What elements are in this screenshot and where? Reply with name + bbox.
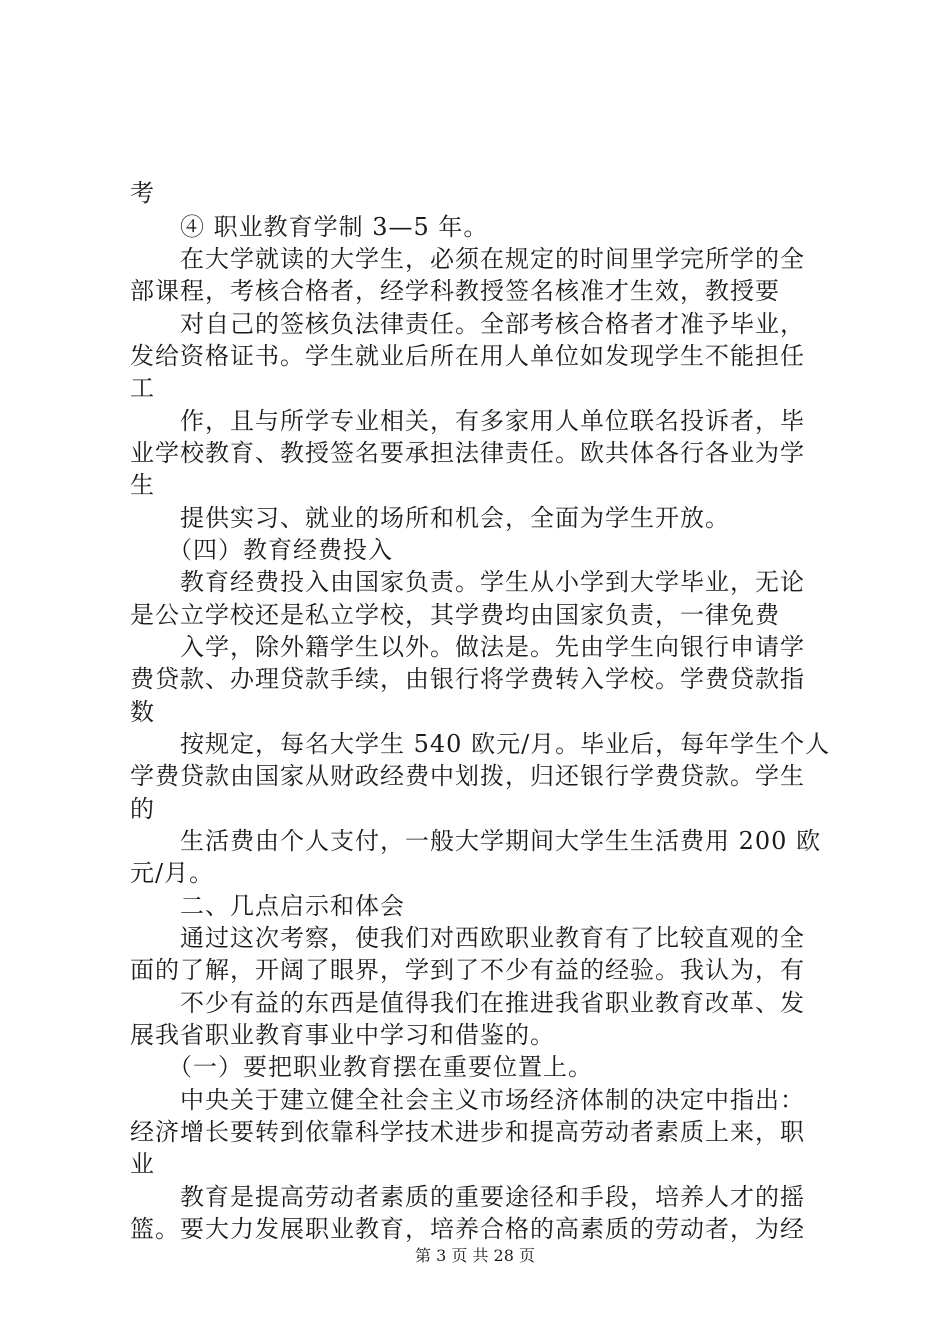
text-line: 提供实习、就业的场所和机会，全面为学生开放。 bbox=[180, 504, 730, 532]
section-heading: 二、几点启示和体会 bbox=[180, 892, 405, 920]
text-line: 工 bbox=[130, 374, 155, 402]
text-line: 展我省职业教育事业中学习和借鉴的。 bbox=[130, 1021, 555, 1049]
text-line: 通过这次考察，使我们对西欧职业教育有了比较直观的全 bbox=[180, 924, 805, 952]
text-line: 入学，除外籍学生以外。做法是。先由学生向银行申请学 bbox=[180, 633, 805, 661]
text-line: 面的了解，开阔了眼界，学到了不少有益的经验。我认为，有 bbox=[130, 956, 805, 984]
text-line: 业 bbox=[130, 1150, 155, 1178]
text-line: 教育经费投入由国家负责。学生从小学到大学毕业，无论 bbox=[180, 568, 805, 596]
text-line: 学费贷款由国家从财政经费中划拨，归还银行学费贷款。学生 bbox=[130, 762, 805, 790]
section-heading: （一）要把职业教育摆在重要位置上。 bbox=[168, 1053, 593, 1081]
text-line: 部课程，考核合格者，经学科教授签名核准才生效，教授要 bbox=[130, 277, 780, 305]
text-line: 按规定，每名大学生 540 欧元/月。毕业后，每年学生个人 bbox=[180, 730, 831, 758]
text-line: 是公立学校还是私立学校，其学费均由国家负责，一律免费 bbox=[130, 601, 780, 629]
text-line: 中央关于建立健全社会主义市场经济体制的决定中指出： bbox=[180, 1086, 805, 1114]
text-line: 对自己的签核负法律责任。全部考核合格者才准予毕业， bbox=[180, 310, 805, 338]
text-line: 篮。要大力发展职业教育，培养合格的高素质的劳动者，为经 bbox=[130, 1215, 805, 1243]
text-line: 费贷款、办理贷款手续，由银行将学费转入学校。学费贷款指 bbox=[130, 665, 805, 693]
text-line: 不少有益的东西是值得我们在推进我省职业教育改革、发 bbox=[180, 989, 805, 1017]
text-line: 经济增长要转到依靠科学技术进步和提高劳动者素质上来，职 bbox=[130, 1118, 805, 1146]
text-line: 在大学就读的大学生，必须在规定的时间里学完所学的全 bbox=[180, 245, 805, 273]
text-line: 生活费由个人支付，一般大学期间大学生生活费用 200 欧 bbox=[180, 827, 822, 855]
text-line: 业学校教育、教授签名要承担法律责任。欧共体各行各业为学 bbox=[130, 439, 805, 467]
text-line: 元/月。 bbox=[130, 859, 215, 887]
page-number-footer: 第 3 页 共 28 页 bbox=[415, 1246, 535, 1265]
text-line: 发给资格证书。学生就业后所在用人单位如发现学生不能担任 bbox=[130, 342, 805, 370]
text-line: ④ 职业教育学制 3—5 年。 bbox=[180, 213, 489, 241]
text-line: 教育是提高劳动者素质的重要途径和手段，培养人才的摇 bbox=[180, 1183, 805, 1211]
text-line: 生 bbox=[130, 471, 155, 499]
text-line: 的 bbox=[130, 795, 155, 823]
text-line: 考 bbox=[130, 179, 155, 207]
text-line: 数 bbox=[130, 698, 155, 726]
section-heading: （四）教育经费投入 bbox=[168, 536, 393, 564]
text-line: 作，且与所学专业相关，有多家用人单位联名投诉者，毕 bbox=[180, 407, 805, 435]
